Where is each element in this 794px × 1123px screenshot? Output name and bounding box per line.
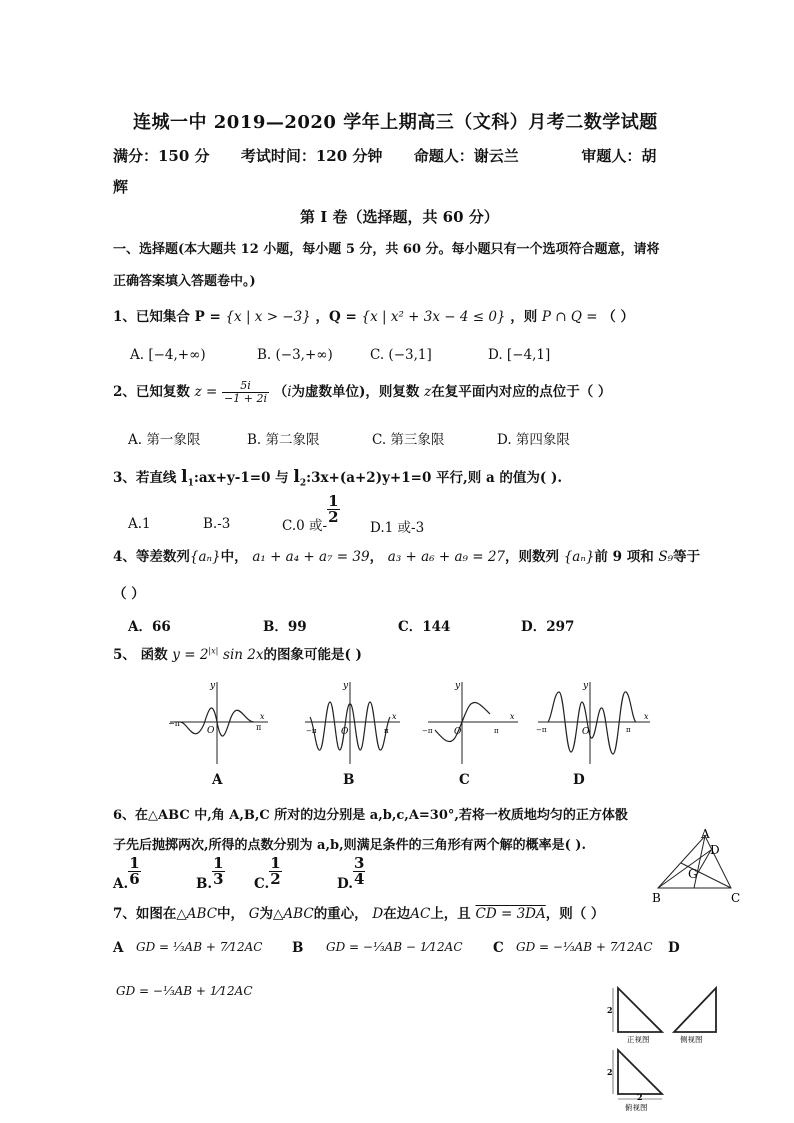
q7-option-c: GD = −⅓AB + 7⁄12AC (516, 940, 653, 954)
svg-text:A: A (701, 828, 710, 841)
exam-meta-wrap: 辉 (113, 178, 129, 196)
svg-text:C: C (731, 891, 741, 905)
graph-label-c: C (459, 772, 470, 788)
set-p: {x | x > −3} (225, 309, 311, 325)
q2-option-b: B. 第二象限 (247, 432, 320, 448)
svg-text:π: π (256, 723, 262, 732)
q3-option-a: A.1 (128, 516, 151, 532)
svg-text:D: D (710, 843, 720, 857)
svg-text:G: G (688, 867, 698, 881)
svg-text:2: 2 (607, 1005, 613, 1015)
q3-option-c: C.0 或- $\frac{1}{2}$ (282, 492, 339, 534)
svg-text:O: O (207, 726, 215, 736)
graph-label-b: B (343, 772, 355, 788)
exam-meta: 满分：150 分 考试时间：120 分钟 命题人：谢云兰 审题人：胡 (113, 147, 657, 165)
q4-option-c: C．144 (398, 619, 451, 635)
q4-option-d: D．297 (521, 619, 575, 635)
section-instruction-2: 正确答案填入答题卷中。) (113, 274, 256, 289)
graph-label-d: D (573, 772, 585, 788)
svg-text:π: π (494, 727, 499, 735)
svg-text:−π: −π (306, 727, 317, 735)
question-6-stem-1: 6、在△ABC 中,角 A,B,C 所对的边分别是 a,b,c,A=30°,若将一枚质地均匀的正方体骰 (113, 808, 628, 823)
q6-option-d: D. $\frac{3}{4}$ (337, 854, 365, 892)
q7-option-d: GD = −⅓AB + 1⁄12AC (116, 984, 253, 998)
question-4-paren: （ ） (113, 586, 145, 602)
svg-text:x: x (392, 712, 397, 721)
q1-option-d: D. [−4,1] (488, 347, 551, 363)
section-title: 第 I 卷（选择题，共 60 分） (300, 208, 499, 226)
q4-option-b: B．99 (263, 619, 307, 635)
page-title: 连城一中 2019—2020 学年上期高三（文科）月考二数学试题 (133, 112, 658, 133)
question-5-stem: 5、 函数 $y = 2^{|x|}$ sin 2x的图象可能是( ) (113, 646, 362, 663)
svg-text:−π: −π (536, 726, 547, 734)
question-6-stem-2: 子先后抛掷两次,所得的点数分别为 a,b,则满足条件的三角形有两个解的概率是( ). (113, 838, 586, 853)
q6-option-a: A. $\frac{1}{6}$ (113, 854, 140, 892)
svg-text:y: y (583, 681, 589, 691)
q7-option-d-label: D (668, 940, 680, 956)
q2-option-a: A. 第一象限 (128, 432, 201, 448)
graph-d (536, 681, 650, 764)
q6-option-c: C. $\frac{1}{2}$ (254, 854, 281, 892)
svg-text:x: x (644, 712, 649, 721)
q7-option-b-label: B (292, 940, 304, 956)
question-2-stem: 2、已知复数 z = $\frac{5i}{-1 + 2i}$ （i为虚数单位)，则复数 z在复平面内对应的点位于（ ） (113, 379, 612, 405)
question-1-stem: 1、已知集合 P = {x | x > −3} ，Q = {x | x² + 3x − 4 ≤ 0} ，则 P ∩ Q = （ ） (113, 309, 634, 325)
svg-text:正视图: 正视图 (627, 1035, 650, 1044)
three-view-figure (604, 982, 726, 1116)
svg-text:π: π (626, 726, 631, 734)
function-graph-options (160, 672, 670, 772)
svg-text:2: 2 (607, 1067, 613, 1077)
question-7-stem: 7、如图在△ABC中， G为△ABC的重心， D在边AC上，且 CD = 3DA，则（ ） (113, 906, 605, 922)
graph-label-a: A (212, 772, 223, 788)
q1-option-b: B. (−3,+∞) (257, 347, 333, 363)
q2-option-d: D. 第四象限 (497, 432, 570, 448)
q2-option-c: C. 第三象限 (372, 432, 445, 448)
question-4-stem: 4、等差数列{aₙ}中， a₁ + a₄ + a₇ = 39， a₃ + a₆ + a₉ = 27，则数列 {aₙ}前 9 项和 S₉等于 (113, 549, 701, 565)
q4-option-a: A．66 (128, 619, 171, 635)
q3-option-b: B.-3 (203, 516, 231, 532)
graph-c (422, 681, 518, 764)
svg-text:俯视图: 俯视图 (625, 1103, 648, 1112)
q7-option-a: GD = ⅓AB + 7⁄12AC (136, 940, 263, 954)
svg-text:y: y (455, 681, 461, 691)
set-q: {x | x² + 3x − 4 ≤ 0} (361, 309, 506, 325)
svg-text:O: O (582, 727, 590, 737)
svg-text:π: π (384, 727, 389, 735)
q1-option-c: C. (−3,1] (370, 347, 432, 363)
q6-option-b: B. $\frac{1}{3}$ (196, 854, 224, 892)
q7-option-c-label: C (493, 940, 504, 956)
svg-text:−π: −π (168, 719, 180, 728)
svg-text:O: O (454, 727, 462, 737)
section-instruction-1: 一、选择题(本大题共 12 小题，每小题 5 分，共 60 分。每小题只有一个选项符合题意，请将 (113, 242, 660, 257)
complex-fraction: $\frac{5i}{-1 + 2i}$ (224, 379, 267, 405)
q7-option-a-label: A (113, 940, 124, 956)
svg-text:y: y (343, 681, 349, 691)
svg-text:x: x (510, 712, 515, 721)
q7-option-b: GD = −⅓AB − 1⁄12AC (326, 940, 463, 954)
graph-a (168, 681, 268, 764)
q1-option-a: A. [−4,+∞) (130, 347, 206, 363)
triangle-figure (648, 828, 748, 908)
question-3-stem: 3、若直线 $l_1:ax+y-1=0$ 与 $l_2:3x+(a+2)y+1=0$ 平行,则 a 的值为( ). (113, 467, 563, 489)
svg-text:y: y (210, 681, 216, 691)
svg-text:−π: −π (422, 727, 433, 735)
svg-text:O: O (341, 727, 349, 737)
svg-text:x: x (260, 712, 265, 721)
q3-option-d: D.1 或-3 (370, 520, 425, 536)
svg-text:2: 2 (637, 1092, 643, 1102)
svg-text:B: B (652, 891, 661, 905)
svg-text:侧视图: 侧视图 (680, 1035, 703, 1044)
graph-b (305, 681, 400, 764)
